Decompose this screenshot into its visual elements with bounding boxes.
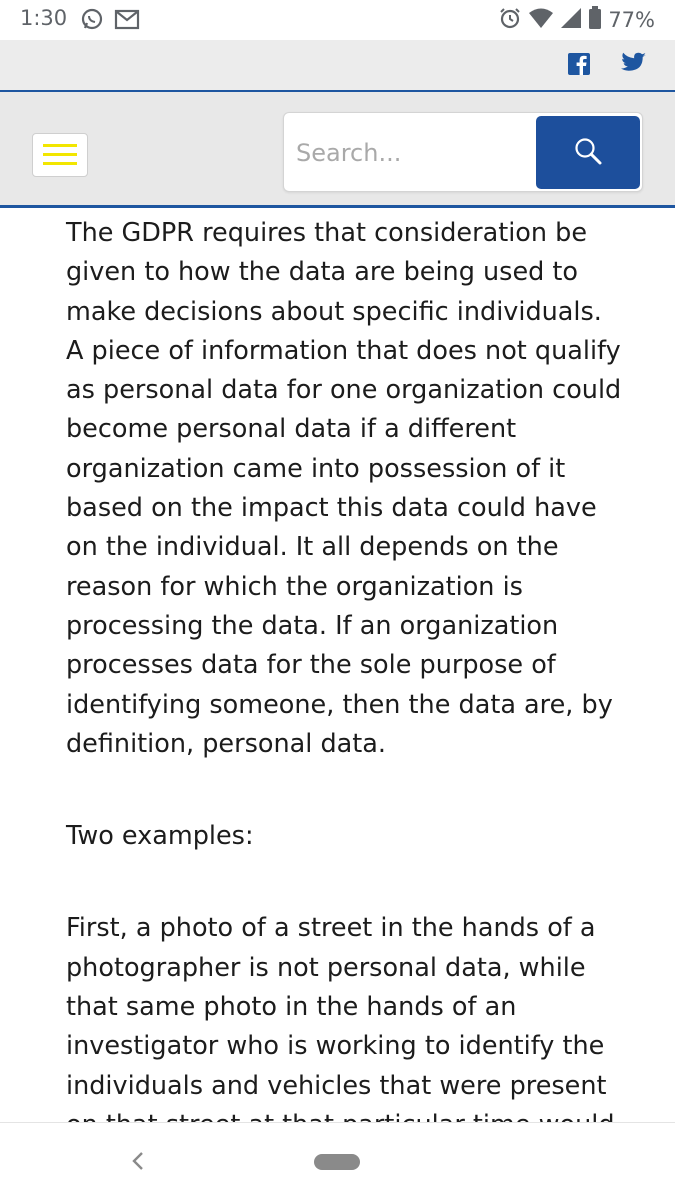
battery-percent: 77% [608, 8, 655, 32]
menu-icon-line [43, 162, 77, 165]
search-box [283, 112, 643, 192]
search-input[interactable] [294, 127, 528, 179]
back-chevron-icon[interactable] [128, 1149, 148, 1177]
system-nav-bar [0, 1122, 675, 1201]
article-paragraph: First, a photo of a street in the hands of a photographer is not personal data, while that same photo in the hands of an investigator who is working to identify the individuals and vehicles that were present [66, 913, 607, 1101]
battery-icon [588, 6, 602, 34]
search-button[interactable] [536, 116, 640, 189]
home-pill-button[interactable] [314, 1154, 360, 1170]
article-paragraph: Two examples: [66, 821, 254, 852]
alarm-icon [498, 6, 522, 34]
facebook-icon[interactable] [567, 52, 591, 80]
hamburger-menu-button[interactable] [32, 133, 88, 177]
signal-icon [560, 7, 582, 33]
wifi-icon [528, 7, 554, 33]
status-time: 1:30 [20, 6, 68, 30]
search-icon [573, 136, 603, 170]
status-bar [0, 0, 675, 40]
article-paragraph: The GDPR requires that consideration be given to how the data are being used to make decisions about specific individuals. A piece of information that does not qualify as personal data for one organization could become personal data if a different organization came into possession of it based on the impact this data could have on the individual. It all depends on the reason for which the organization is processing the data. If an organization processes data for the sole purpose of identifying someone, then the data are, by definition, personal data. [66, 218, 622, 759]
gmail-icon [114, 7, 140, 35]
menu-icon-line [43, 153, 77, 156]
twitter-icon[interactable] [621, 52, 647, 80]
whatsapp-icon [80, 7, 104, 35]
article-body [66, 214, 626, 1145]
site-header [0, 90, 675, 208]
menu-icon-line [43, 144, 77, 147]
social-bar [0, 40, 675, 90]
